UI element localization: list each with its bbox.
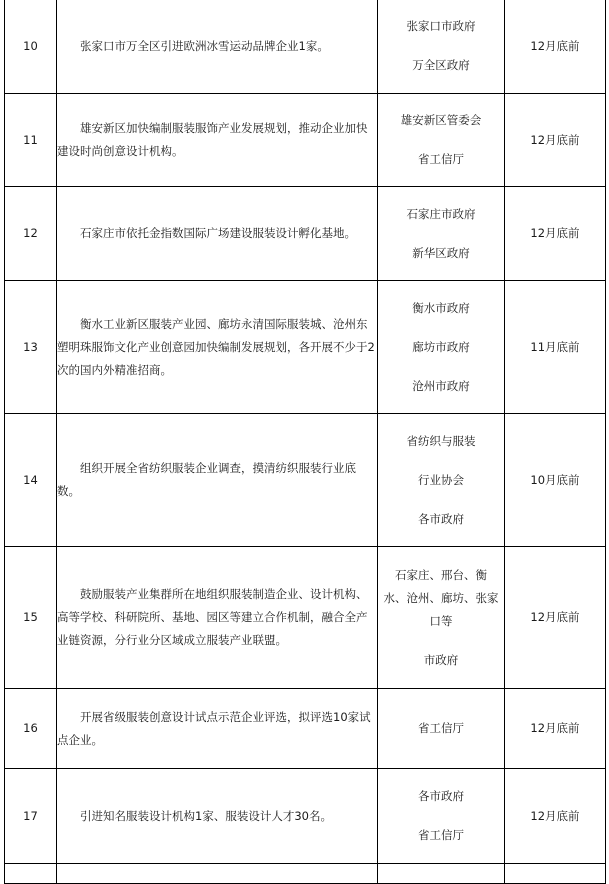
- row-number: 15: [5, 547, 57, 689]
- table-row: [5, 0, 606, 94]
- responsible-units: [378, 0, 505, 94]
- responsible-units: [378, 769, 505, 864]
- task-description: [57, 0, 378, 94]
- task-text: 张家口市万全区引进欧洲冰雪运动品牌企业1家。: [80, 38, 329, 53]
- responsible-unit: 省工信厅: [418, 721, 464, 735]
- task-text: 开展省级服装创意设计试点示范企业评选，拟评选10家试点企业。: [57, 709, 371, 747]
- deadline: 12月底前: [505, 94, 606, 187]
- responsible-unit: 水、沧州、廊坊、张家: [383, 590, 499, 605]
- table-row: [5, 414, 606, 547]
- table-row: [5, 769, 606, 864]
- task-description: [57, 769, 378, 864]
- responsible-unit: 省纺织与服装: [406, 433, 476, 448]
- task-text: 引进知名服装设计机构1家、服装设计人才30名。: [80, 808, 332, 823]
- task-text: 石家庄市依托金指数国际广场建设服装设计孵化基地。: [80, 226, 356, 240]
- responsible-unit: 市政府: [423, 652, 459, 667]
- table-row: [5, 281, 606, 414]
- task-description: [57, 547, 378, 689]
- deadline: 11月底前: [505, 281, 606, 414]
- task-text: 雄安新区加快编制服装服饰产业发展规划，推动企业加快建设时尚创意设计机构。: [57, 121, 368, 158]
- responsible-units: [378, 187, 505, 281]
- responsible-unit: 省工信厅: [418, 152, 464, 166]
- responsible-units: [378, 547, 505, 689]
- row-number: 10: [5, 0, 57, 94]
- task-description: [57, 414, 378, 547]
- responsible-unit: 石家庄市政府: [406, 206, 476, 221]
- responsible-units: [378, 94, 505, 187]
- responsible-unit: 衡水市政府: [412, 300, 470, 315]
- responsible-unit: 雄安新区管委会: [400, 113, 482, 127]
- table-row: [5, 864, 606, 884]
- deadline: 12月底前: [505, 0, 606, 94]
- table-row: [5, 187, 606, 281]
- responsible-unit: 省工信厅: [418, 828, 464, 842]
- task-description: [57, 689, 378, 769]
- responsible-units: [378, 414, 505, 547]
- responsible-unit: 沧州市政府: [412, 378, 470, 393]
- task-text: 衡水工业新区服装产业园、廊坊永清国际服装城、沧州东塑明珠服饰文化产业创意园加快编制发展规划，各开展不少于2次的国内外精准招商。: [57, 316, 375, 377]
- task-text: 组织开展全省纺织服装企业调查，摸清纺织服装行业底数。: [57, 461, 356, 498]
- responsible-unit: 行业协会: [418, 472, 464, 487]
- responsible-unit: 口等: [429, 613, 453, 628]
- row-number: 11: [5, 94, 57, 187]
- deadline: 12月底前: [505, 769, 606, 864]
- responsible-units: [378, 281, 505, 414]
- responsible-unit: 万全区政府: [412, 58, 470, 72]
- row-number: 16: [5, 689, 57, 769]
- deadline: 12月底前: [505, 547, 606, 689]
- task-text: 鼓励服装产业集群所在地组织服装制造企业、设计机构、高等学校、科研院所、基地、园区等建立合作机制，融合全产业链资源，分行业分区域成立服装产业联盟。: [57, 587, 368, 647]
- responsible-unit: 石家庄、邢台、衡: [395, 567, 487, 582]
- row-number: 17: [5, 769, 57, 864]
- task-description: [57, 187, 378, 281]
- responsible-units: [378, 689, 505, 769]
- responsible-unit: 新华区政府: [412, 245, 470, 260]
- responsible-unit: 张家口市政府: [406, 19, 476, 33]
- deadline: 12月底前: [505, 187, 606, 281]
- responsible-unit: 各市政府: [418, 511, 464, 526]
- table-row: [5, 547, 606, 689]
- deadline: 12月底前: [505, 689, 606, 769]
- responsible-unit: 各市政府: [418, 789, 464, 803]
- row-number: 12: [5, 187, 57, 281]
- responsible-unit: 廊坊市政府: [412, 339, 470, 354]
- deadline: 10月底前: [505, 414, 606, 547]
- table-row: [5, 94, 606, 187]
- task-description: [57, 281, 378, 414]
- task-description: [57, 94, 378, 187]
- table-row: [5, 689, 606, 769]
- row-number: 14: [5, 414, 57, 547]
- task-table: [4, 0, 606, 884]
- row-number: 13: [5, 281, 57, 414]
